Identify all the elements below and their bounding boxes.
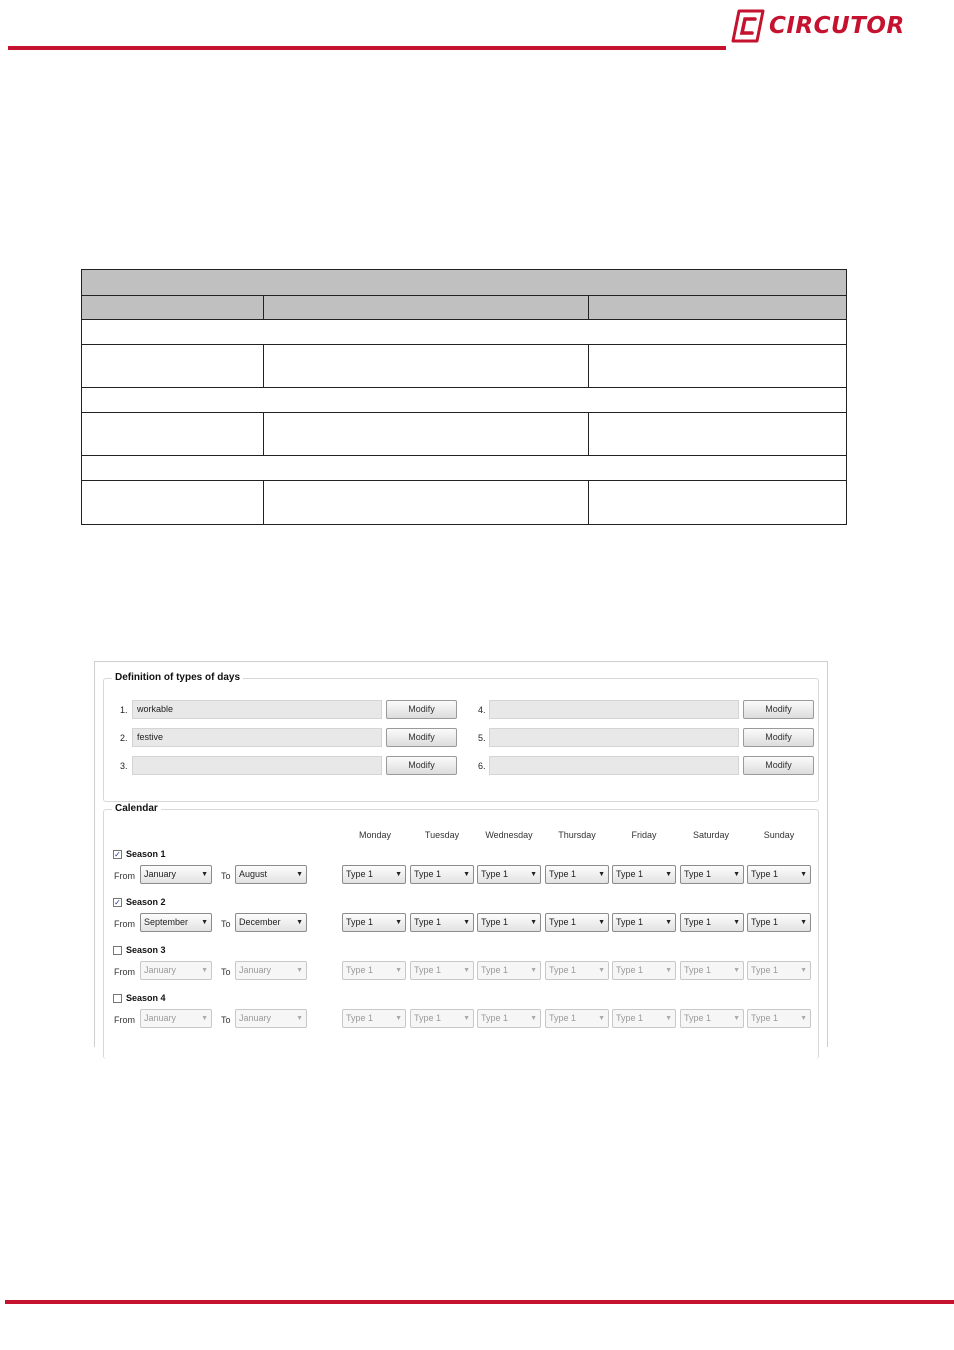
season-2-day-3-type-select[interactable] (477, 913, 541, 932)
day-type-value: Type 1 (481, 869, 509, 879)
day-type-value: Type 1 (414, 965, 442, 975)
day-type-value: Type 1 (616, 965, 644, 975)
day-type-value: Type 1 (549, 869, 577, 879)
weekday-header-thursday: Thursday (558, 830, 596, 840)
weekday-header-friday: Friday (631, 830, 657, 840)
weekday-header-wednesday: Wednesday (485, 830, 533, 840)
season-1-day-7-type-select[interactable] (747, 865, 811, 884)
modify-button-2[interactable]: Modify (386, 728, 457, 747)
chevron-down-icon: ▼ (598, 1015, 605, 1022)
day-type-value: Type 1 (481, 917, 509, 927)
season-2-checkbox[interactable]: ✓ (114, 898, 121, 907)
chevron-down-icon: ▼ (800, 1015, 807, 1022)
chevron-down-icon: ▼ (463, 967, 470, 974)
season-1-label: Season 1 (126, 849, 166, 859)
season-1-day-4-type-select[interactable] (545, 865, 609, 884)
season-3-to-value: January (239, 965, 272, 975)
weekday-header-monday: Monday (358, 830, 392, 840)
chevron-down-icon: ▼ (800, 919, 807, 926)
season-2-from-value: September (144, 917, 189, 927)
chevron-down-icon: ▼ (530, 967, 537, 974)
table-title-row (82, 270, 846, 296)
chevron-down-icon: ▼ (665, 919, 672, 926)
footer-rule (5, 1300, 954, 1304)
chevron-down-icon: ▼ (463, 919, 470, 926)
season-4-to-select[interactable] (235, 1009, 307, 1028)
day-type-value: Type 1 (414, 1013, 442, 1023)
season-2-day-2-type-select[interactable] (410, 913, 474, 932)
table-header-row (82, 296, 846, 320)
day-type-value: Type 1 (616, 869, 644, 879)
table-section-row (82, 320, 846, 345)
chevron-down-icon: ▼ (296, 919, 303, 926)
chevron-down-icon: ▼ (463, 871, 470, 878)
day-type-number: 2. (120, 733, 128, 743)
season-4-from-value: January (144, 1013, 177, 1023)
chevron-down-icon: ▼ (733, 967, 740, 974)
season-1-day-2-type-select[interactable] (410, 865, 474, 884)
day-type-value: Type 1 (751, 1013, 779, 1023)
day-type-value: Type 1 (751, 869, 779, 879)
season-2-day-4-type-select[interactable] (545, 913, 609, 932)
season-1-from-value: January (144, 869, 177, 879)
season-1-to-select[interactable] (235, 865, 307, 884)
season-1-to-value: August (239, 869, 268, 879)
modify-button-4[interactable]: Modify (743, 700, 814, 719)
season-3-from-select[interactable] (140, 961, 212, 980)
season-1-day-6-type-select[interactable] (680, 865, 744, 884)
day-type-name-field-5[interactable] (489, 728, 739, 747)
modify-button-3[interactable]: Modify (386, 756, 457, 775)
chevron-down-icon: ▼ (201, 871, 208, 878)
day-type-value: Type 1 (346, 965, 374, 975)
from-label: From (114, 967, 135, 977)
season-2-day-6-type-select[interactable] (680, 913, 744, 932)
day-type-number: 5. (478, 733, 486, 743)
season-2-to-value: December (239, 917, 281, 927)
from-label: From (114, 919, 135, 929)
chevron-down-icon: ▼ (530, 871, 537, 878)
from-label: From (114, 871, 135, 881)
chevron-down-icon: ▼ (598, 871, 605, 878)
season-3-to-select[interactable] (235, 961, 307, 980)
day-type-value: Type 1 (751, 965, 779, 975)
table-row (82, 413, 846, 456)
chevron-down-icon: ▼ (665, 1015, 672, 1022)
chevron-down-icon: ▼ (201, 967, 208, 974)
table-section-row (82, 456, 846, 481)
season-4-day-6-type-select[interactable] (680, 1009, 744, 1028)
day-type-value: Type 1 (481, 965, 509, 975)
day-type-value: Type 1 (549, 1013, 577, 1023)
season-4-day-5-type-select[interactable] (612, 1009, 676, 1028)
season-3-day-6-type-select[interactable] (680, 961, 744, 980)
calendar-title: Calendar (112, 803, 161, 814)
season-3-day-1-type-select[interactable] (342, 961, 406, 980)
day-type-value: Type 1 (414, 869, 442, 879)
season-4-label: Season 4 (126, 993, 166, 1003)
season-2-to-select[interactable] (235, 913, 307, 932)
chevron-down-icon: ▼ (296, 871, 303, 878)
day-type-name-field-2[interactable]: festive (132, 728, 382, 747)
chevron-down-icon: ▼ (665, 967, 672, 974)
calendar-config-panel (94, 661, 828, 1047)
day-type-value: Type 1 (684, 1013, 712, 1023)
day-type-value: Type 1 (684, 965, 712, 975)
from-label: From (114, 1015, 135, 1025)
season-3-day-3-type-select[interactable] (477, 961, 541, 980)
day-type-value: Type 1 (616, 1013, 644, 1023)
chevron-down-icon: ▼ (296, 1015, 303, 1022)
chevron-down-icon: ▼ (733, 871, 740, 878)
chevron-down-icon: ▼ (395, 919, 402, 926)
day-type-value: Type 1 (549, 917, 577, 927)
chevron-down-icon: ▼ (733, 919, 740, 926)
season-2-day-7-type-select[interactable] (747, 913, 811, 932)
chevron-down-icon: ▼ (463, 1015, 470, 1022)
day-type-number: 1. (120, 705, 128, 715)
day-type-name-field-1[interactable]: workable (132, 700, 382, 719)
circutor-logo-icon (731, 9, 765, 43)
season-1-day-5-type-select[interactable] (612, 865, 676, 884)
chevron-down-icon: ▼ (800, 967, 807, 974)
day-type-value: Type 1 (346, 917, 374, 927)
day-type-value: Type 1 (684, 869, 712, 879)
season-4-checkbox[interactable] (113, 994, 122, 1003)
season-3-day-2-type-select[interactable] (410, 961, 474, 980)
chevron-down-icon: ▼ (296, 967, 303, 974)
season-3-label: Season 3 (126, 945, 166, 955)
day-type-value: Type 1 (346, 1013, 374, 1023)
day-type-name-field-6[interactable] (489, 756, 739, 775)
season-1-checkbox[interactable]: ✓ (114, 850, 121, 859)
season-4-from-select[interactable] (140, 1009, 212, 1028)
chevron-down-icon: ▼ (395, 871, 402, 878)
chevron-down-icon: ▼ (530, 919, 537, 926)
table-row (82, 481, 846, 524)
modify-button-1[interactable]: Modify (386, 700, 457, 719)
chevron-down-icon: ▼ (530, 1015, 537, 1022)
day-type-value: Type 1 (684, 917, 712, 927)
day-type-value: Type 1 (616, 917, 644, 927)
day-type-value: Type 1 (481, 1013, 509, 1023)
chevron-down-icon: ▼ (201, 919, 208, 926)
day-type-name-field-4[interactable] (489, 700, 739, 719)
season-4-to-value: January (239, 1013, 272, 1023)
season-4-day-1-type-select[interactable] (342, 1009, 406, 1028)
season-3-day-4-type-select[interactable] (545, 961, 609, 980)
chevron-down-icon: ▼ (800, 871, 807, 878)
day-types-title: Definition of types of days (112, 672, 243, 683)
empty-table (81, 269, 847, 525)
brand-logo (731, 9, 905, 43)
to-label: To (221, 919, 231, 929)
chevron-down-icon: ▼ (395, 1015, 402, 1022)
season-3-day-5-type-select[interactable] (612, 961, 676, 980)
season-2-from-select[interactable] (140, 913, 212, 932)
day-type-value: Type 1 (346, 869, 374, 879)
chevron-down-icon: ▼ (665, 871, 672, 878)
chevron-down-icon: ▼ (598, 967, 605, 974)
to-label: To (221, 1015, 231, 1025)
weekday-header-tuesday: Tuesday (424, 830, 460, 840)
day-type-value: Type 1 (549, 965, 577, 975)
table-section-row (82, 388, 846, 413)
modify-button-6[interactable]: Modify (743, 756, 814, 775)
chevron-down-icon: ▼ (395, 967, 402, 974)
day-type-number: 4. (478, 705, 486, 715)
season-3-day-7-type-select[interactable] (747, 961, 811, 980)
season-4-day-4-type-select[interactable] (545, 1009, 609, 1028)
table-row (82, 345, 846, 388)
season-2-label: Season 2 (126, 897, 166, 907)
day-type-name-field-3[interactable] (132, 756, 382, 775)
header-rule (8, 46, 726, 50)
brand-name: CIRCUTOR (769, 13, 905, 39)
season-2-day-1-type-select[interactable] (342, 913, 406, 932)
chevron-down-icon: ▼ (598, 919, 605, 926)
season-1-from-select[interactable] (140, 865, 212, 884)
weekday-header-sunday: Sunday (763, 830, 795, 840)
season-1-day-3-type-select[interactable] (477, 865, 541, 884)
weekday-header-saturday: Saturday (692, 830, 730, 840)
season-4-day-7-type-select[interactable] (747, 1009, 811, 1028)
chevron-down-icon: ▼ (201, 1015, 208, 1022)
day-type-value: Type 1 (414, 917, 442, 927)
season-2-day-5-type-select[interactable] (612, 913, 676, 932)
day-type-value: Type 1 (751, 917, 779, 927)
season-1-day-1-type-select[interactable] (342, 865, 406, 884)
season-3-checkbox[interactable] (113, 946, 122, 955)
season-4-day-2-type-select[interactable] (410, 1009, 474, 1028)
day-type-number: 3. (120, 761, 128, 771)
modify-button-5[interactable]: Modify (743, 728, 814, 747)
to-label: To (221, 967, 231, 977)
day-type-number: 6. (478, 761, 486, 771)
to-label: To (221, 871, 231, 881)
season-3-from-value: January (144, 965, 177, 975)
season-4-day-3-type-select[interactable] (477, 1009, 541, 1028)
chevron-down-icon: ▼ (733, 1015, 740, 1022)
